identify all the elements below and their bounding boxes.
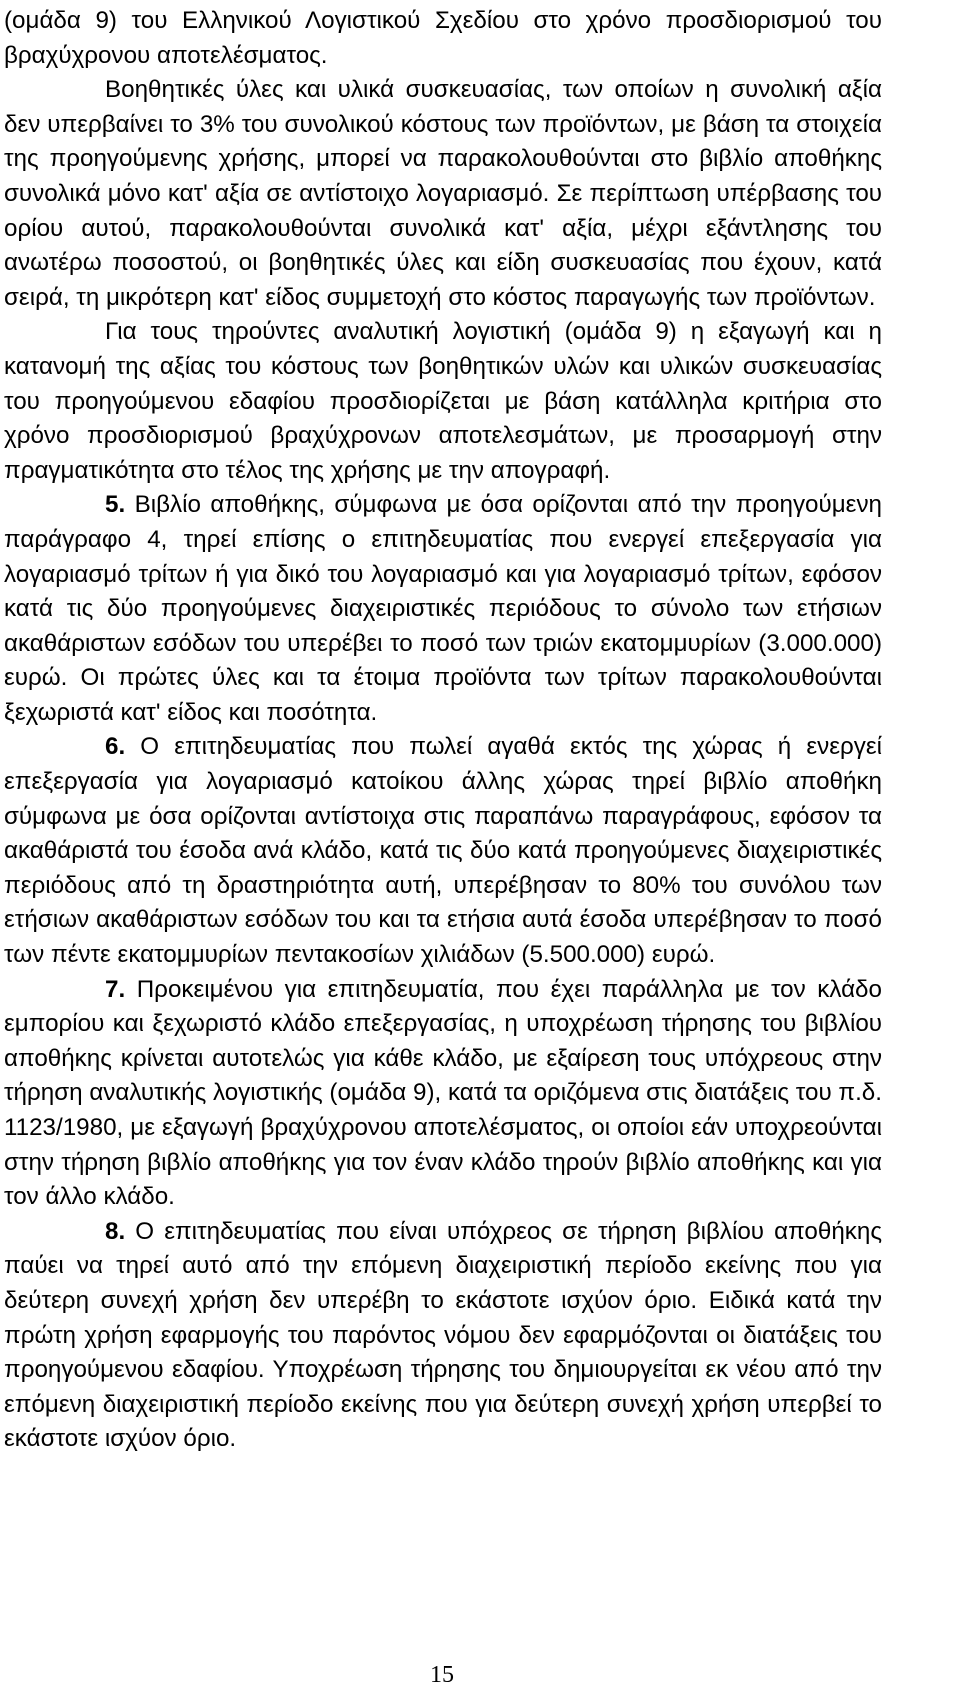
paragraph-6 [4,730,882,972]
paragraph-text: Βιβλίο αποθήκης, σύμφωνα με όσα ορίζονται από την προηγούμενη παράγραφο 4, τηρεί επίσης ο επιτηδευματίας που ενεργεί επεξεργασία για λογαριασμό τρίτων ή για δικό του λογαριασμό και για λογαριασμό τρίτων, εφόσον κατά τις δύο προηγούμενες διαχειριστικές περιόδους το σύνολο των ετήσιων ακαθάριστων εσόδων του υπερέβει το ποσό των τριών εκατομμυρίων (3.000.000) ευρώ. Οι πρώτες ύλες και τα έτοιμα προϊόντα των τρίτων παρακολουθούνται ξεχωριστά κατ' είδος και ποσότητα. [4,491,882,726]
paragraph-number: 8. [105,1217,126,1245]
paragraph-text: Για τους τηρούντες αναλυτική λογιστική (ομάδα 9) η εξαγωγή και η κατανομή της αξίας του κόστους των βοηθητικών υλών και υλικών συσκευασίας του προηγούμενου εδαφίου προσδιορίζεται με βάση κατάλληλα κριτήρια στο χρόνο προσδιορισμού βραχύχρονων αποτελεσμάτων, με προσαρμογή στην πραγματικότητα στο τέλος της χρήσης με την απογραφή. [4,318,882,484]
paragraph-number: 5. [105,491,126,519]
paragraph-7 [4,973,882,1215]
paragraph-continuation [4,4,882,73]
paragraph-text: Βοηθητικές ύλες και υλικά συσκευασίας, των οποίων η συνολική αξία δεν υπερβαίνει το 3% του συνολικού κόστους των προϊόντων, με βάση τα στοιχεία της προηγούμενης χρήσης, μπορεί να παρακολουθούνται στο βιβλίο αποθήκης συνολικά μόνο κατ' αξία σε αντίστοιχο λογαριασμό. Σε περίπτωση υπέρβασης του ορίου αυτού, παρακολουθούνται συνολικά κατ' αξία, μέχρι εξάντλησης του ανωτέρω ποσοστού, οι βοηθητικές ύλες και είδη συσκευασίας που έχουν, κατά σειρά, τη μικρότερη κατ' είδος συμμετοχή στο κόστος παραγωγής των προϊόντων. [4,76,882,311]
page-number: 15 [430,1662,454,1688]
paragraph-analytical-accounting [4,315,882,488]
paragraph-text: (ομάδα 9) του Ελληνικού Λογιστικού Σχεδίου στο χρόνο προσδιορισμού του βραχύχρονου αποτελέσματος. [4,7,882,69]
paragraph-8 [4,1215,882,1457]
paragraph-5 [4,488,882,730]
paragraph-number: 7. [105,975,126,1003]
paragraph-text: Ο επιτηδευματίας που είναι υπόχρεος σε τήρηση βιβλίου αποθήκης παύει να τηρεί αυτό από την επόμενη διαχειριστική περίοδο εκείνης που για δεύτερη συνεχή χρήση δεν υπερέβη το εκάστοτε ισχύον όριο. Ειδικά κατά την πρώτη χρήση εφαρμογής του παρόντος νόμου δεν εφαρμόζονται οι διατάξεις του προηγούμενου εδαφίου. Υποχρέωση τήρησης του δημιουργείται εκ νέου από την επόμενη διαχειριστική περίοδο εκείνης που για δεύτερη συνεχή χρήση υπερβεί το εκάστοτε ισχύον όριο. [4,1217,882,1453]
paragraph-auxiliary-materials [4,73,882,315]
paragraph-text: Προκειμένου για επιτηδευματία, που έχει παράλληλα με τον κλάδο εμπορίου και ξεχωριστό κλάδο επεξεργασίας, η υποχρέωση τήρησης του βιβλίου αποθήκης κρίνεται αυτοτελώς για κάθε κλάδο, με εξαίρεση τους υπόχρεους στην τήρηση αναλυτικής λογιστικής (ομάδα 9), κατά τα οριζόμενα στις διατάξεις του π.δ. 1123/1980, με εξαγωγή βραχύχρονου αποτελέσματος, οι οποίοι εάν υποχρεούνται στην τήρηση βιβλίο αποθήκης για τον έναν κλάδο τηρούν βιβλίο αποθήκης και για τον άλλο κλάδο. [4,975,882,1211]
document-body [4,4,882,1457]
paragraph-text: Ο επιτηδευματίας που πωλεί αγαθά εκτός της χώρας ή ενεργεί επεξεργασία για λογαριασμό κατοίκου άλλης χώρας τηρεί βιβλίο αποθήκη σύμφωνα με όσα ορίζονται αντίστοιχα στις παραπάνω παραγράφους, εφόσον τα ακαθάριστά του έσοδα ανά κλάδο, κατά τις δύο κατά προηγούμενες διαχειριστικές περιόδους από τη δραστηριότητα αυτή, υπερέβησαν το 80% του συνόλου των ετήσιων ακαθάριστων εσόδων του και τα ετήσια αυτά έσοδα υπερέβησαν το ποσό των πέντε εκατομμυρίων πεντακοσίων χιλιάδων (5.500.000) ευρώ. [4,733,882,969]
paragraph-number: 6. [105,733,126,761]
